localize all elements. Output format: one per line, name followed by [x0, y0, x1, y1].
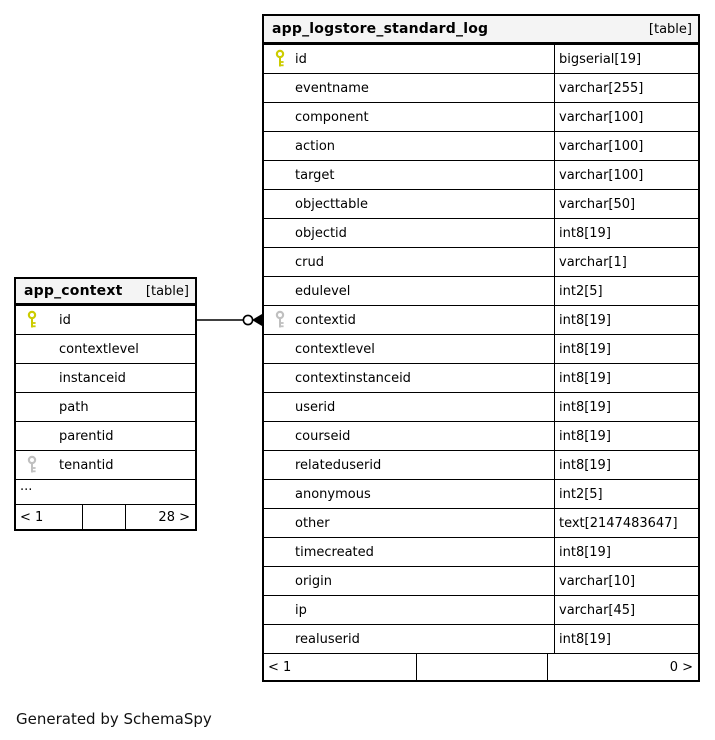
key-icon: [26, 455, 39, 475]
column-name: tenantid: [59, 457, 114, 473]
column-name-cell: [264, 538, 554, 566]
column-name-cell: [264, 103, 554, 131]
column-name: id: [59, 312, 71, 328]
column-name-cell: [264, 74, 554, 102]
column-type-cell: varchar[100]: [554, 132, 698, 160]
column-type-cell: int8[19]: [554, 306, 698, 334]
column-name: component: [295, 109, 369, 125]
column-name: action: [295, 138, 336, 154]
table-app-logstore-standard-log-header[interactable]: [264, 16, 698, 44]
relationship-connector: [197, 306, 262, 334]
column-row: [264, 624, 698, 653]
column-type-cell: int8[19]: [554, 335, 698, 363]
key-icon: [274, 49, 287, 69]
column-name: parentid: [59, 428, 114, 444]
column-row: [264, 131, 698, 160]
column-type-cell: int8[19]: [554, 625, 698, 653]
column-name: origin: [295, 573, 333, 589]
column-type-cell: int8[19]: [554, 219, 698, 247]
key-icon: [26, 310, 39, 330]
column-name: contextinstanceid: [295, 370, 411, 386]
column-row: [264, 566, 698, 595]
column-row: [264, 44, 698, 73]
column-type-cell: bigserial[19]: [554, 45, 698, 73]
column-row: [264, 479, 698, 508]
column-row: [264, 392, 698, 421]
generated-by-note: Generated by SchemaSpy: [16, 710, 212, 728]
column-rows: [16, 305, 195, 479]
column-type-cell: int2[5]: [554, 277, 698, 305]
column-type-cell: varchar[50]: [554, 190, 698, 218]
column-name-cell: [264, 625, 554, 653]
table-title[interactable]: app_logstore_standard_log: [272, 21, 489, 37]
table-title[interactable]: app_context: [24, 283, 123, 299]
column-row: [264, 537, 698, 566]
column-name-cell: [264, 161, 554, 189]
column-name: id: [295, 51, 307, 67]
pager-prev[interactable]: < 1: [268, 659, 292, 675]
column-name: path: [59, 399, 89, 415]
column-name-cell: [264, 248, 554, 276]
column-type-cell: int8[19]: [554, 364, 698, 392]
column-type-cell: varchar[10]: [554, 567, 698, 595]
column-name: contextlevel: [59, 341, 139, 357]
column-name-cell: [264, 567, 554, 595]
column-name: edulevel: [295, 283, 351, 299]
column-name-cell: [264, 596, 554, 624]
column-name-cell: [264, 190, 554, 218]
column-name-cell: [264, 219, 554, 247]
column-type-cell: int8[19]: [554, 393, 698, 421]
column-row: [264, 102, 698, 131]
column-row: [16, 392, 195, 421]
column-row: [264, 421, 698, 450]
column-name: relateduserid: [295, 457, 382, 473]
table-type-badge: [table]: [145, 283, 189, 299]
zero-cardinality-circle-icon: [243, 315, 252, 324]
column-row: [264, 276, 698, 305]
column-name-cell: [264, 364, 554, 392]
column-row: [264, 218, 698, 247]
column-type-cell: int8[19]: [554, 538, 698, 566]
column-row: [264, 305, 698, 334]
column-name: target: [295, 167, 335, 183]
column-name-cell: [16, 422, 195, 450]
column-row: [264, 363, 698, 392]
table-app-context-header[interactable]: [16, 279, 195, 305]
column-type-cell: varchar[1]: [554, 248, 698, 276]
column-name-cell: [264, 451, 554, 479]
column-name: ip: [295, 602, 307, 618]
column-name: realuserid: [295, 631, 360, 647]
column-row: [264, 160, 698, 189]
pager-middle: [82, 505, 126, 529]
column-name-cell: [264, 335, 554, 363]
column-row: [264, 334, 698, 363]
arrowhead-icon: [252, 314, 262, 326]
pager-next[interactable]: 28 >: [158, 509, 190, 525]
column-name-cell: [264, 393, 554, 421]
pager-next[interactable]: 0 >: [669, 659, 693, 675]
column-name: courseid: [295, 428, 351, 444]
column-name: other: [295, 515, 330, 531]
column-name-cell: [16, 451, 195, 479]
column-name-cell: [264, 45, 554, 73]
column-name-cell: [264, 422, 554, 450]
pager-prev[interactable]: < 1: [20, 509, 44, 525]
column-row: [16, 305, 195, 334]
column-row: [264, 247, 698, 276]
key-icon: [274, 310, 287, 330]
column-name-cell: [264, 132, 554, 160]
column-name-cell: [16, 306, 195, 334]
column-name: instanceid: [59, 370, 126, 386]
column-name-cell: [264, 277, 554, 305]
column-row: [16, 363, 195, 392]
column-type-cell: varchar[45]: [554, 596, 698, 624]
column-name-cell: [264, 480, 554, 508]
column-name-cell: [16, 393, 195, 421]
column-name: contextlevel: [295, 341, 375, 357]
table-app-context: [14, 277, 197, 531]
table-app-logstore-standard-log: [262, 14, 700, 682]
column-name: anonymous: [295, 486, 371, 502]
column-type-cell: text[2147483647]: [554, 509, 698, 537]
column-row: [264, 189, 698, 218]
column-type-cell: int2[5]: [554, 480, 698, 508]
column-name-cell: [16, 335, 195, 363]
column-row: [264, 508, 698, 537]
column-name: userid: [295, 399, 336, 415]
column-name: eventname: [295, 80, 369, 96]
more-columns-ellipsis: ...: [16, 479, 195, 504]
column-type-cell: varchar[100]: [554, 103, 698, 131]
column-name: objectid: [295, 225, 347, 241]
column-row: [264, 450, 698, 479]
column-name: contextid: [295, 312, 356, 328]
table-pager: [16, 504, 195, 529]
table-pager: [264, 653, 698, 680]
column-row: [16, 450, 195, 479]
column-name: crud: [295, 254, 324, 270]
column-name-cell: [264, 306, 554, 334]
column-type-cell: varchar[100]: [554, 161, 698, 189]
column-type-cell: int8[19]: [554, 451, 698, 479]
column-name-cell: [16, 364, 195, 392]
column-type-cell: int8[19]: [554, 422, 698, 450]
pager-middle: [416, 654, 548, 680]
column-type-cell: varchar[255]: [554, 74, 698, 102]
column-rows: [264, 44, 698, 653]
column-row: [264, 595, 698, 624]
column-name-cell: [264, 509, 554, 537]
column-row: [16, 421, 195, 450]
table-type-badge: [table]: [648, 21, 692, 37]
column-row: [16, 334, 195, 363]
column-row: [264, 73, 698, 102]
column-name: timecreated: [295, 544, 374, 560]
column-name: objecttable: [295, 196, 368, 212]
